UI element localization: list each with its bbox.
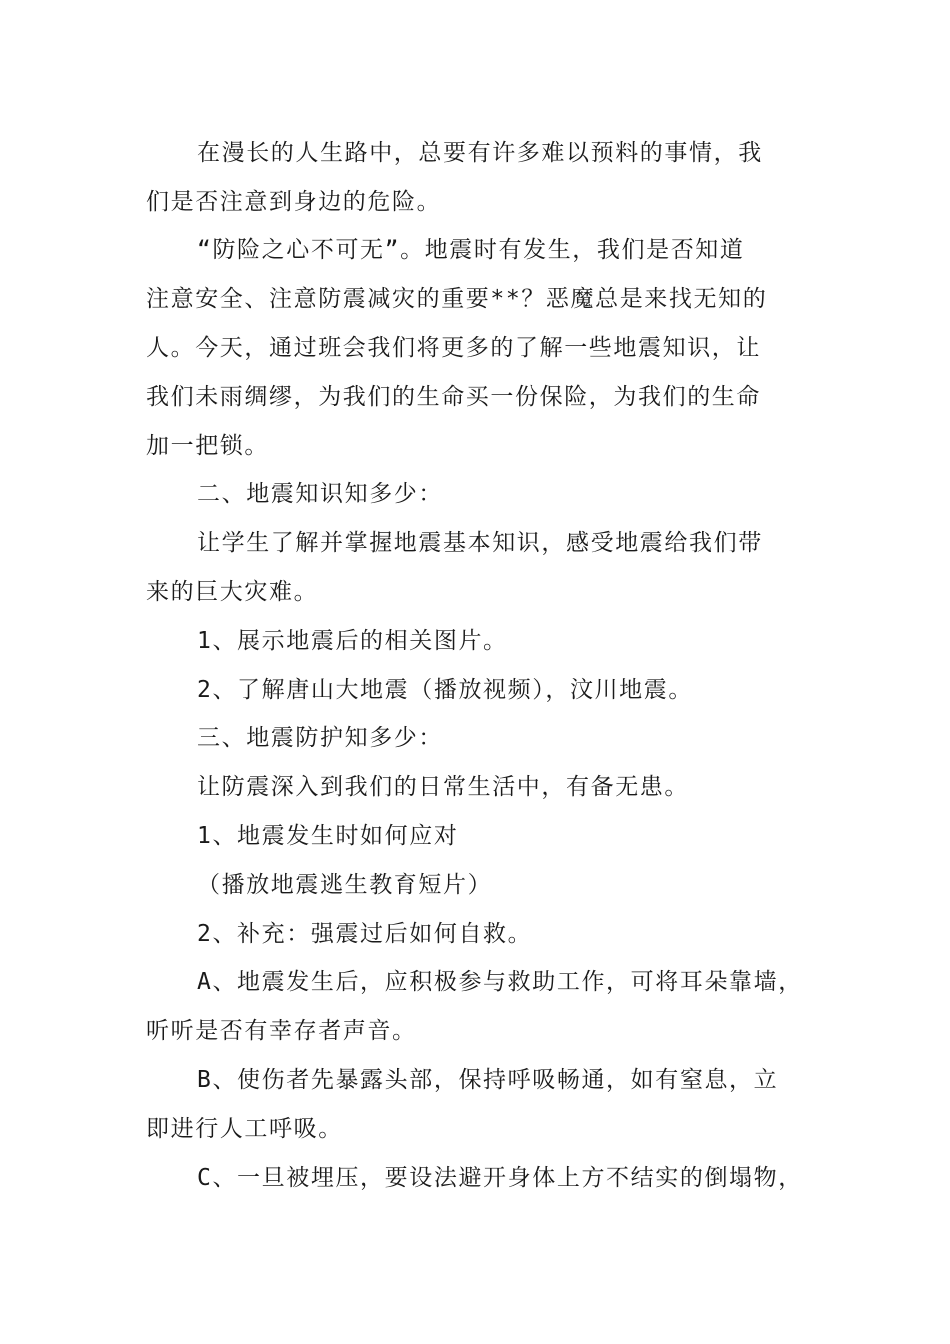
- text-line: 加一把锁。: [146, 433, 269, 459]
- text-line: 注意安全、注意防震减灾的重要**？恶魔总是来找无知的: [146, 286, 768, 312]
- list-item: 2、了解唐山大地震（播放视频），汶川地震。: [197, 677, 693, 703]
- list-item: B、使伤者先暴露头部，保持呼吸畅通，如有窒息，立: [197, 1067, 779, 1093]
- text-line: 在漫长的人生路中，总要有许多难以预料的事情，我: [197, 140, 763, 166]
- text-line: 人。今天，通过班会我们将更多的了解一些地震知识，让: [146, 335, 761, 361]
- text-line: 让防震深入到我们的日常生活中，有备无患。: [197, 774, 689, 800]
- text-line: 我们未雨绸缪，为我们的生命买一份保险，为我们的生命: [146, 384, 761, 410]
- text-line: 让学生了解并掌握地震基本知识，感受地震给我们带: [197, 530, 763, 556]
- text-line: “防险之心不可无”。地震时有发生，我们是否知道: [197, 237, 745, 263]
- list-item: A、地震发生后，应积极参与救助工作，可将耳朵靠墙，: [197, 969, 803, 995]
- list-item: C、一旦被埋压，要设法避开身体上方不结实的倒塌物，: [197, 1165, 803, 1191]
- section-heading: 三、地震防护知多少：: [197, 725, 443, 751]
- list-item: 1、地震发生时如何应对: [197, 823, 459, 849]
- text-line: 来的巨大灾难。: [146, 579, 319, 605]
- section-heading: 二、地震知识知多少：: [197, 481, 443, 507]
- list-item: 2、补充：强震过后如何自救。: [197, 921, 533, 947]
- list-item: 1、展示地震后的相关图片。: [197, 628, 508, 654]
- text-line: （播放地震逃生教育短片）: [197, 872, 493, 898]
- text-line: 们是否注意到身边的危险。: [146, 189, 442, 215]
- text-line: 听听是否有幸存者声音。: [146, 1018, 417, 1044]
- text-line: 即进行人工呼吸。: [146, 1116, 343, 1142]
